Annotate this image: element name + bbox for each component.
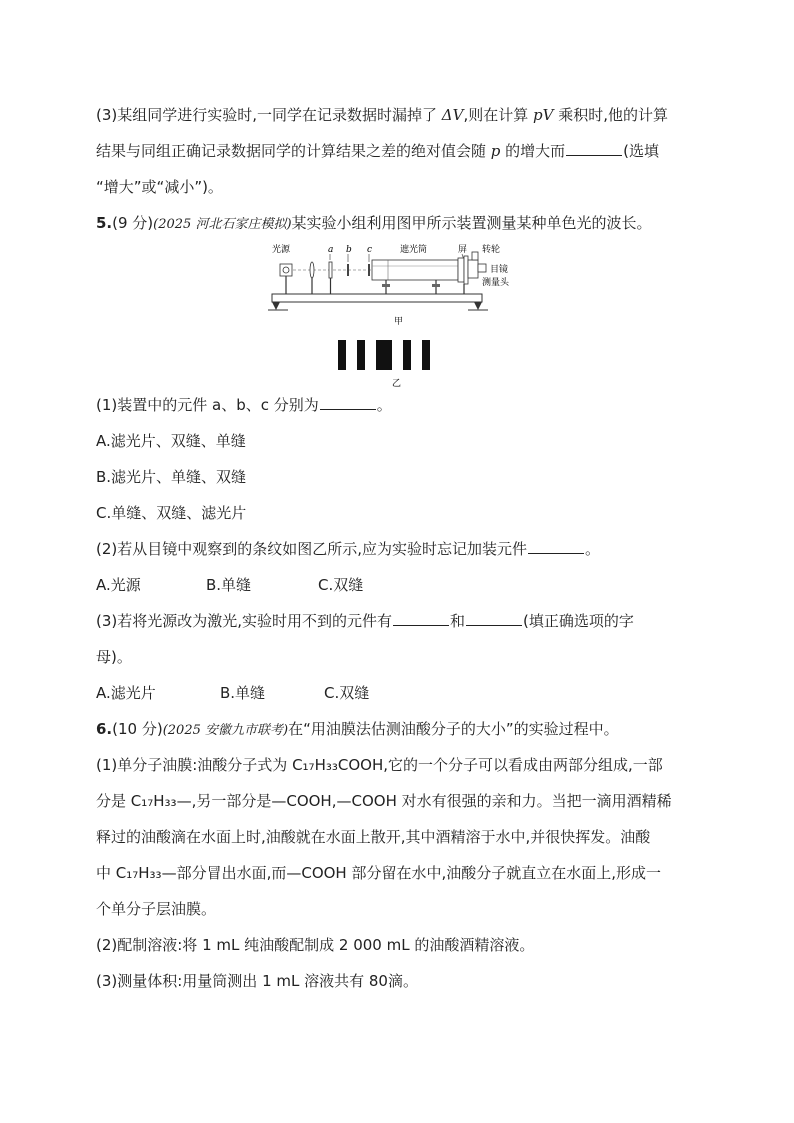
element-a: [329, 262, 332, 278]
question-stem: 在“用油膜法估测油酸分子的大小”的实验过程中。: [288, 720, 619, 738]
q5-part2: [96, 538, 706, 560]
q6-part1-line4: 中 C₁₇H₃₃—部分冒出水面,而—COOH 部分留在水中,油酸分子就直立在水面上,形成一: [96, 864, 662, 882]
question-source: (2025 河北石家庄模拟): [153, 217, 292, 232]
q6-part1-line5: 个单分子层油膜。: [96, 900, 217, 918]
question-score: (10 分): [112, 720, 163, 738]
q5-part1-option-a: A.滤光片、双缝、单缝: [96, 432, 246, 450]
label-a: a: [328, 245, 334, 255]
q4-part3-text: (3)某组同学进行实验时,一同学在记录数据时漏掉了: [96, 106, 442, 124]
q4-part3-text: 结果与同组正确记录数据同学的计算结果之差的绝对值会随: [96, 142, 491, 160]
q5-part3-line1: [96, 610, 706, 632]
screen: [458, 258, 464, 282]
label-b: b: [346, 245, 352, 255]
q4-part3-text: 的增大而: [500, 142, 566, 160]
option-c: C.双缝: [324, 684, 370, 702]
fringe-bar: [376, 340, 392, 370]
q5-part2-end: 。: [585, 540, 601, 558]
measuring-head: [468, 260, 478, 278]
question-stem: 某实验小组利用图甲所示装置测量某种单色光的波长。: [291, 214, 652, 232]
q5-part2-text: (2)若从目镜中观察到的条纹如图乙所示,应为实验时忘记加装元件: [96, 540, 528, 558]
light-source-box: [280, 264, 292, 276]
q5-part3-and: 和: [450, 612, 466, 630]
question-score: (9 分): [112, 214, 154, 232]
label-eyepiece: 目镜: [490, 265, 509, 275]
eyepiece: [478, 264, 486, 272]
q6-part1-line1: (1)单分子油膜:油酸分子式为 C₁₇H₃₃COOH,它的一个分子可以看成由两部分组成,一部: [96, 756, 663, 774]
fringe-bar: [338, 340, 346, 370]
q5-part3-text: (3)若将光源改为激光,实验时用不到的元件有: [96, 612, 393, 630]
q6-header: [96, 718, 706, 742]
label-knob: 转轮: [482, 245, 501, 255]
option-b: B.单缝: [220, 684, 266, 702]
q5-part1-end: 。: [376, 396, 392, 414]
question-source: (2025 安徽九市联考): [162, 723, 289, 738]
answer-blank[interactable]: [566, 141, 622, 156]
label-light-source: 光源: [272, 245, 291, 255]
pv-symbol: pV: [533, 106, 554, 124]
q6-part1-line2: 分是 C₁₇H₃₃—,另一部分是—COOH,—COOH 对水有很强的亲和力。当把一滴用酒精稀: [96, 792, 672, 810]
option-a: A.光源: [96, 576, 141, 594]
answer-blank[interactable]: [528, 539, 584, 554]
answer-blank[interactable]: [393, 611, 449, 626]
lens: [310, 262, 314, 278]
q5-part3-end: (填正确选项的字: [523, 612, 634, 630]
fringe-pattern-figure: [336, 340, 460, 390]
q4-part3-text: (选填: [623, 142, 660, 160]
optical-rail: [272, 294, 482, 302]
double-slit-apparatus-figure: [268, 240, 528, 330]
q4-part3-line3: [96, 176, 706, 198]
answer-blank[interactable]: [466, 611, 522, 626]
option-a: A.滤光片: [96, 684, 156, 702]
q5-header: [96, 212, 706, 236]
q5-part2-options: [96, 574, 706, 596]
knob: [472, 252, 478, 260]
q4-part3-text: 乘积时,他的计算: [553, 106, 668, 124]
answer-blank[interactable]: [320, 395, 376, 410]
label-c: c: [367, 245, 373, 255]
fringe-bar: [422, 340, 430, 370]
caption-yi: 乙: [392, 379, 402, 389]
label-measuring-head: 测量头: [482, 278, 510, 288]
q4-part3-text: ,则在计算: [463, 106, 534, 124]
light-shield-tube: [372, 260, 458, 280]
fringe-bar: [357, 340, 365, 370]
fringe-bar: [403, 340, 411, 370]
q5-part3-line2: 母)。: [96, 648, 132, 666]
q5-part1: [96, 394, 706, 416]
question-number: 5.: [96, 214, 113, 232]
q6-part1-line3: 释过的油酸滴在水面上时,油酸就在水面上散开,其中酒精溶于水中,并很快挥发。油酸: [96, 828, 651, 846]
question-number: 6.: [96, 720, 113, 738]
p-symbol: p: [490, 142, 501, 160]
delta-v-symbol: ΔV: [441, 106, 464, 124]
element-b: [347, 264, 349, 276]
q6-part2: (2)配制溶液:将 1 mL 纯油酸配制成 2 000 mL 的油酸酒精溶液。: [96, 936, 535, 954]
q4-part3-line2: [96, 140, 706, 162]
q5-part1-option-b: B.滤光片、单缝、双缝: [96, 468, 247, 486]
label-tube: 遮光筒: [400, 245, 428, 255]
fringe-bars: [338, 340, 430, 370]
q4-part3-line1: [96, 104, 706, 126]
q5-part1-text: (1)装置中的元件 a、b、c 分别为: [96, 396, 319, 414]
option-b: B.单缝: [206, 576, 252, 594]
q6-part3: (3)测量体积:用量筒测出 1 mL 溶液共有 80滴。: [96, 972, 418, 990]
q4-part3-text: “增大”或“减小”)。: [96, 178, 223, 196]
option-c: C.双缝: [318, 576, 364, 594]
caption-jia: 甲: [394, 317, 404, 327]
element-c: [368, 264, 370, 276]
label-screen: 屏: [458, 245, 468, 255]
q5-part3-options: [96, 682, 706, 704]
q5-part1-option-c: C.单缝、双缝、滤光片: [96, 504, 247, 522]
